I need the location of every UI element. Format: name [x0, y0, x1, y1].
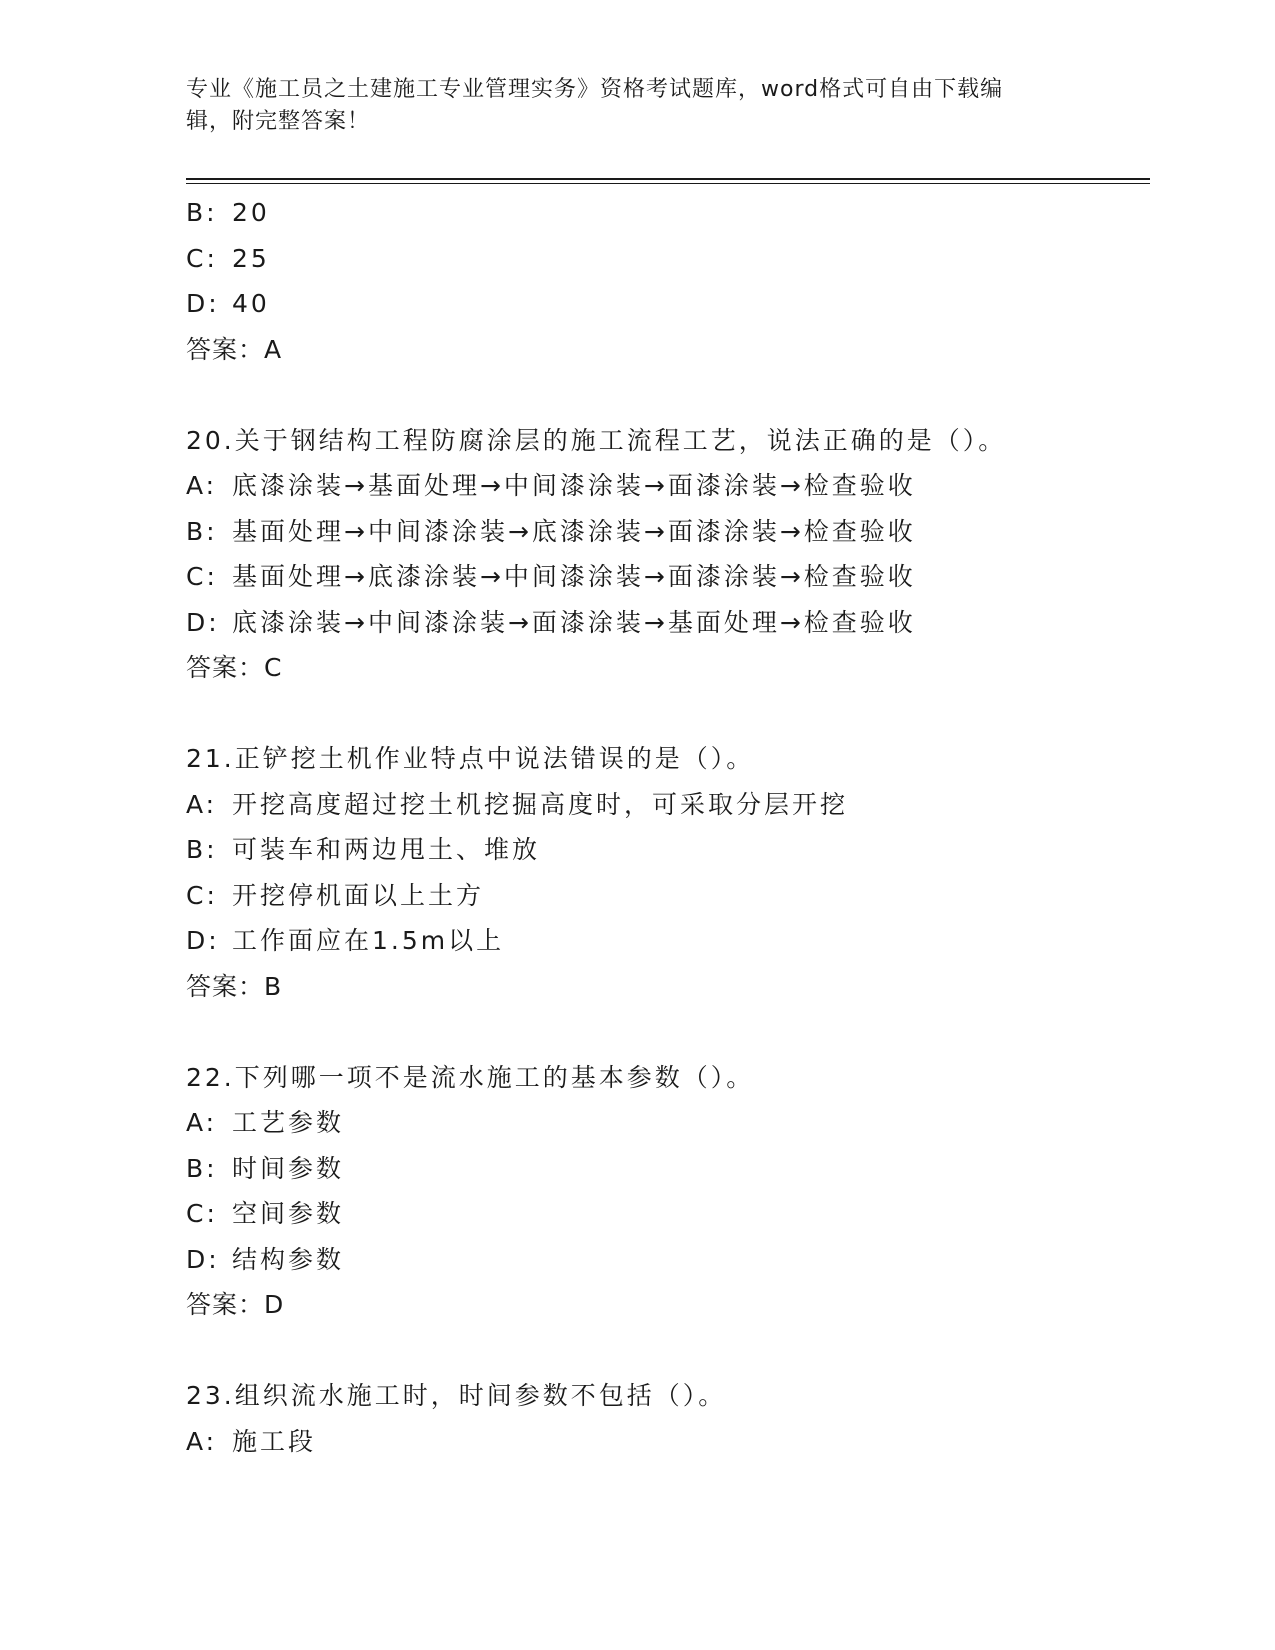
option-a: A: 开挖高度超过挖土机挖掘高度时，可采取分层开挖 [186, 789, 849, 819]
option-d: D: 40 [186, 289, 270, 318]
option-a: A: 工艺参数 [186, 1108, 345, 1137]
option-c: C: 25 [186, 243, 270, 273]
option-a: A: 底漆涂装→基面处理→中间漆涂装→面漆涂装→检查验收 [186, 471, 916, 500]
question-stem: 20.关于钢结构工程防腐涂层的施工流程工艺，说法正确的是（）。 [186, 425, 1007, 455]
question-stem: 22.下列哪一项不是流水施工的基本参数（）。 [186, 1062, 755, 1092]
option-b: B: 基面处理→中间漆涂装→底漆涂装→面漆涂装→检查验收 [186, 516, 916, 546]
question-list [186, 190, 1150, 1464]
option-c: C: 空间参数 [186, 1199, 345, 1228]
question-stem: 23.组织流水施工时，时间参数不包括（）。 [186, 1381, 727, 1410]
option-d: D: 结构参数 [186, 1244, 345, 1274]
question-23 [186, 1373, 1150, 1464]
option-d: D: 底漆涂装→中间漆涂装→面漆涂装→基面处理→检查验收 [186, 607, 916, 637]
option-d: D: 工作面应在1.5m以上 [186, 926, 505, 955]
header-divider [186, 178, 1150, 184]
question-20 [186, 418, 1150, 691]
option-b: B: 20 [186, 198, 270, 227]
answer: 答案：D [186, 1290, 285, 1319]
question-19-continued [186, 190, 1150, 372]
answer: 答案：A [186, 334, 283, 364]
page-header [186, 74, 1066, 138]
option-b: B: 时间参数 [186, 1153, 345, 1183]
option-c: C: 基面处理→底漆涂装→中间漆涂装→面漆涂装→检查验收 [186, 562, 916, 591]
header-line-2: 辑，附完整答案！ [186, 109, 371, 134]
option-c: C: 开挖停机面以上土方 [186, 880, 485, 910]
question-22 [186, 1055, 1150, 1328]
option-b: B: 可装车和两边甩土、堆放 [186, 835, 541, 864]
question-21 [186, 736, 1150, 1009]
header-line-1: 专业《施工员之土建施工专业管理实务》资格考试题库，word格式可自由下载编 [186, 77, 1004, 102]
question-stem: 21.正铲挖土机作业特点中说法错误的是（）。 [186, 744, 755, 773]
option-a: A: 施工段 [186, 1426, 317, 1456]
answer: 答案：C [186, 653, 283, 682]
answer: 答案：B [186, 971, 283, 1001]
